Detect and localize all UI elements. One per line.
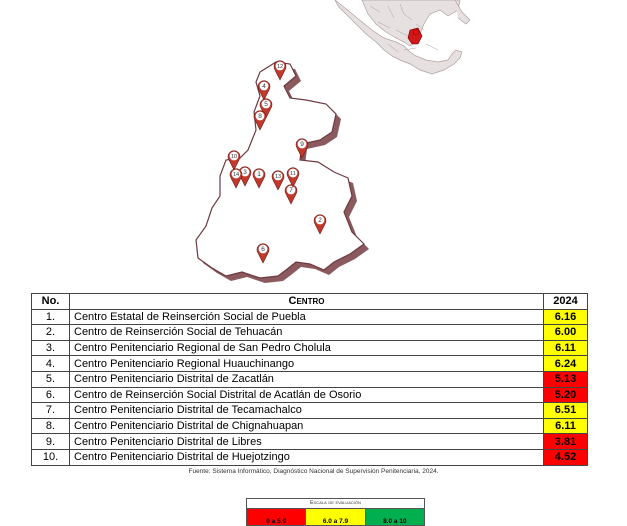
center-name: Centro de Reinserción Social Distrital de Acatlán de Osorio [70, 387, 544, 403]
marker-number: 8 [258, 113, 262, 120]
center-name: Centro Penitenciario Distrital de Zacatlán [70, 371, 544, 387]
source-note: Fuente: Sistema Informático, Diagnóstico Nacional de Supervisión Penitenciaria, 2024. [188, 468, 439, 475]
marker-number: 4 [262, 83, 266, 90]
row-number: 10. [32, 449, 70, 465]
row-number: 2. [32, 325, 70, 341]
score-cell: 6.11 [544, 340, 588, 356]
score-cell: 5.13 [544, 371, 588, 387]
header-num: No. [32, 294, 70, 310]
marker-number: 5 [264, 101, 268, 108]
center-name: Centro Penitenciario Distrital de Chignahuapan [70, 418, 544, 434]
table-row [32, 325, 588, 341]
marker-number: 13 [274, 174, 282, 180]
table-row [32, 434, 588, 450]
row-number: 4. [32, 356, 70, 372]
centers-table [31, 293, 588, 466]
scale-title: Escala de evaluación [247, 499, 424, 509]
center-name: Centro Penitenciario Distrital de Tecamachalco [70, 403, 544, 419]
table-row [32, 309, 588, 325]
center-name: Centro Penitenciario Distrital de Libres [70, 434, 544, 450]
row-number: 3. [32, 340, 70, 356]
table-row [32, 340, 588, 356]
table-row [32, 356, 588, 372]
center-name: Centro Estatal de Reinserción Social de Puebla [70, 309, 544, 325]
center-name: Centro de Reinserción Social de Tehuacán [70, 325, 544, 341]
score-cell: 6.00 [544, 325, 588, 341]
table-row [32, 403, 588, 419]
table-row [32, 418, 588, 434]
header-center: Centro [70, 294, 544, 310]
center-name: Centro Penitenciario Regional Huauchinango [70, 356, 544, 372]
marker-number: 12 [276, 64, 284, 70]
scale-range: 8.0 a 10 [366, 509, 424, 525]
marker-number: 14 [232, 172, 240, 178]
marker-number: 6 [261, 246, 265, 253]
marker-number: 7 [289, 187, 293, 194]
score-cell: 4.52 [544, 449, 588, 465]
header-score: 2024 [544, 294, 588, 310]
center-name: Centro Penitenciario Regional de San Pedro Cholula [70, 340, 544, 356]
marker-number: 2 [318, 217, 322, 224]
score-cell: 6.11 [544, 418, 588, 434]
score-cell: 5.20 [544, 387, 588, 403]
row-number: 8. [32, 418, 70, 434]
table-row [32, 449, 588, 465]
center-name: Centro Penitenciario Distrital de Huejotzingo [70, 449, 544, 465]
mexico-inset-map [335, 0, 470, 74]
score-cell: 6.24 [544, 356, 588, 372]
marker-number: 10 [230, 154, 238, 160]
marker-number: 3 [243, 169, 247, 176]
table-header-row [32, 294, 588, 310]
table-row [32, 371, 588, 387]
marker-number: 11 [290, 171, 296, 177]
table-body [32, 309, 588, 465]
marker-number: 9 [300, 141, 304, 148]
row-number: 6. [32, 387, 70, 403]
scale-row [247, 509, 424, 525]
score-cell: 6.51 [544, 403, 588, 419]
scale-range: 6.0 a 7.9 [306, 509, 365, 525]
score-cell: 6.16 [544, 309, 588, 325]
table-row [32, 387, 588, 403]
row-number: 5. [32, 371, 70, 387]
row-number: 1. [32, 309, 70, 325]
score-cell: 3.81 [544, 434, 588, 450]
row-number: 7. [32, 403, 70, 419]
scale-range: 0 a 5.9 [247, 509, 306, 525]
marker-number: 1 [257, 171, 261, 178]
row-number: 9. [32, 434, 70, 450]
